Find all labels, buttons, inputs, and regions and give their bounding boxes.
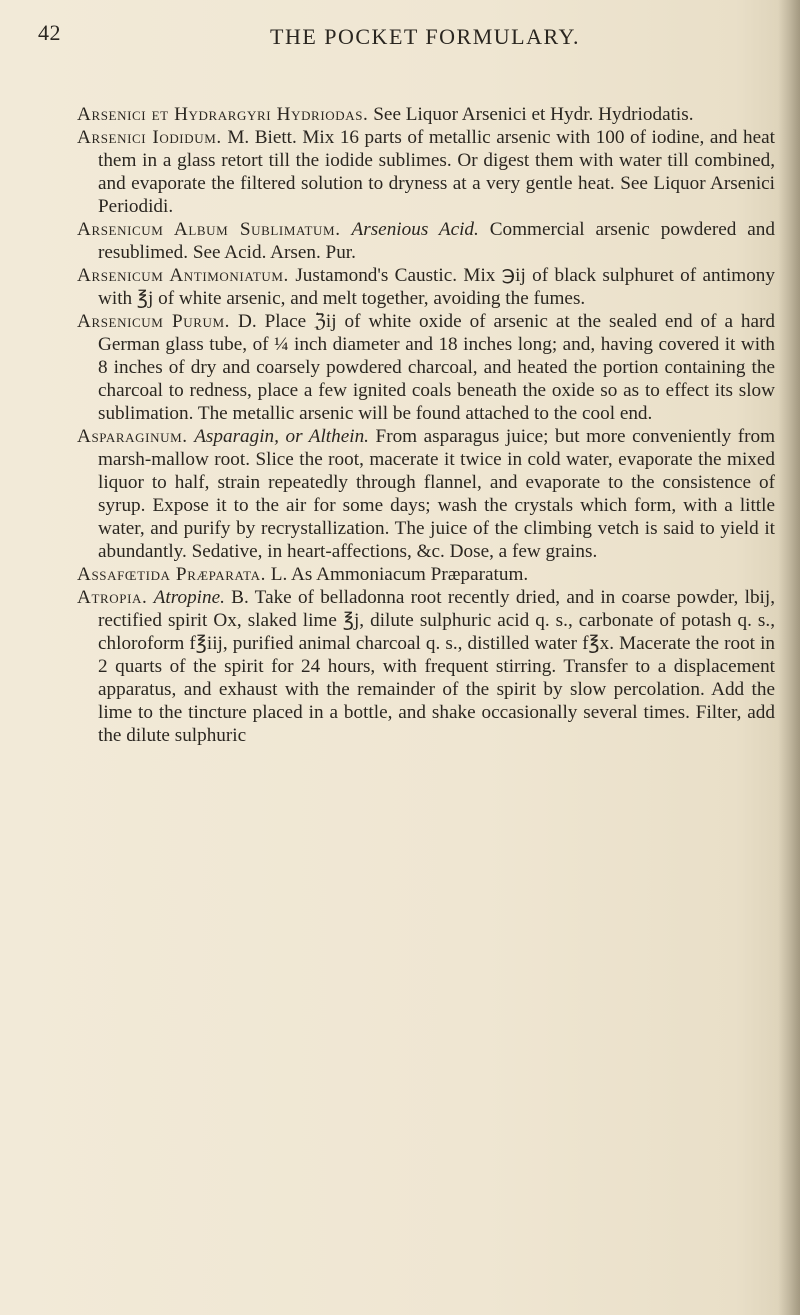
entry-arsenici-iodidum [77, 126, 775, 218]
page-number: 42 [38, 20, 61, 45]
entry-text: Justamond's Caustic. Mix ℈ij of black sulphuret of antimony with ℥j of white arsenic, and melt together, avoiding the fumes. [98, 265, 775, 309]
entry-atropia [77, 586, 775, 747]
entry-term: Atropia. [77, 587, 148, 608]
entry-text: D. Place ℨij of white oxide of arsenic at the sealed end of a hard German glass tube, of ¼ inch diameter and 18 inches long; and, having covered it with 8 inches of dry and coarsely powdered charcoal, and heated the portion containing the charcoal to redness, place a few ignited coals beneath the oxide so as to effect its slow sublimation. The metallic arsenic will be found attached to the cool end. [98, 311, 776, 424]
entry-synonym: Asparagin, or Althein. [194, 426, 369, 447]
entry-arsenicum-album-sublimatum [77, 218, 775, 264]
entry-term: Arsenici et Hydrargyri Hydriodas. [77, 104, 369, 125]
entry-term: Arsenicum Album Sublimatum. [77, 219, 341, 240]
formulary-entries [77, 103, 775, 747]
entry-text: Commercial arsenic powdered and resublimed. See Acid. Arsen. Pur. [98, 219, 775, 263]
page-header [38, 20, 778, 50]
entry-arsenicum-antimoniatum [77, 264, 775, 310]
entry-text: B. Take of belladonna root recently dried, and in coarse powder, lbij, rectified spirit Ox, slaked lime ℥j, dilute sulphuric acid q. s., carbonate of potash q. s., chloroform f℥iij, purified animal charcoal q. s., distilled water f℥x. Macerate the root in 2 quarts of the spirit for 24 hours, with frequent stirring. Transfer to a displacement apparatus, and exhaust with the remainder of the spirit by slow percolation. Add the lime to the tincture placed in a bottle, and shake occasionally several times. Filter, add the dilute sulphuric [98, 587, 775, 746]
entry-term: Asparaginum. [77, 426, 188, 447]
entry-asparaginum [77, 425, 775, 563]
entry-term: Arsenicum Purum. [77, 311, 231, 332]
entry-text: L. As Ammoniacum Præparatum. [270, 564, 529, 585]
page-edge-shadow [778, 0, 800, 1315]
entry-text: M. Biett. Mix 16 parts of metallic arsenic with 100 of iodine, and heat them in a glass retort till the iodide sublimes. Or digest them with water till combined, and evaporate the filtered solution to dryness at a very gentle heat. See Liquor Arsenici Periodidi. [98, 127, 776, 217]
entry-term: Arsenici Iodidum. [77, 127, 222, 148]
entry-arsenicum-purum [77, 310, 775, 425]
entry-text: See Liquor Arsenici et Hydr. Hydriodatis. [373, 104, 694, 125]
entry-text: From asparagus juice; but more conveniently from marsh-mallow root. Slice the root, macerate it twice in cold water, evaporate the mixed liquor to half, strain repeatedly through flannel, and evaporate to the consistence of syrup. Expose it to the air for some days; wash the crystals which form, with a little water, and purify by recrystallization. The juice of the climbing vetch is said to yield it abundantly. Sedative, in heart-affections, &c. Dose, a few grains. [98, 426, 776, 562]
entry-term: Assafœtida Præparata. [77, 564, 266, 585]
entry-arsenici-hydrargyri-hydriodas [77, 103, 775, 126]
entry-term: Arsenicum Antimoniatum. [77, 265, 289, 286]
running-title: THE POCKET FORMULARY. [270, 24, 581, 49]
entry-synonym: Arsenious Acid. [351, 219, 479, 240]
entry-assafoetida-praeparata [77, 563, 775, 586]
entry-synonym: Atropine. [153, 587, 225, 608]
